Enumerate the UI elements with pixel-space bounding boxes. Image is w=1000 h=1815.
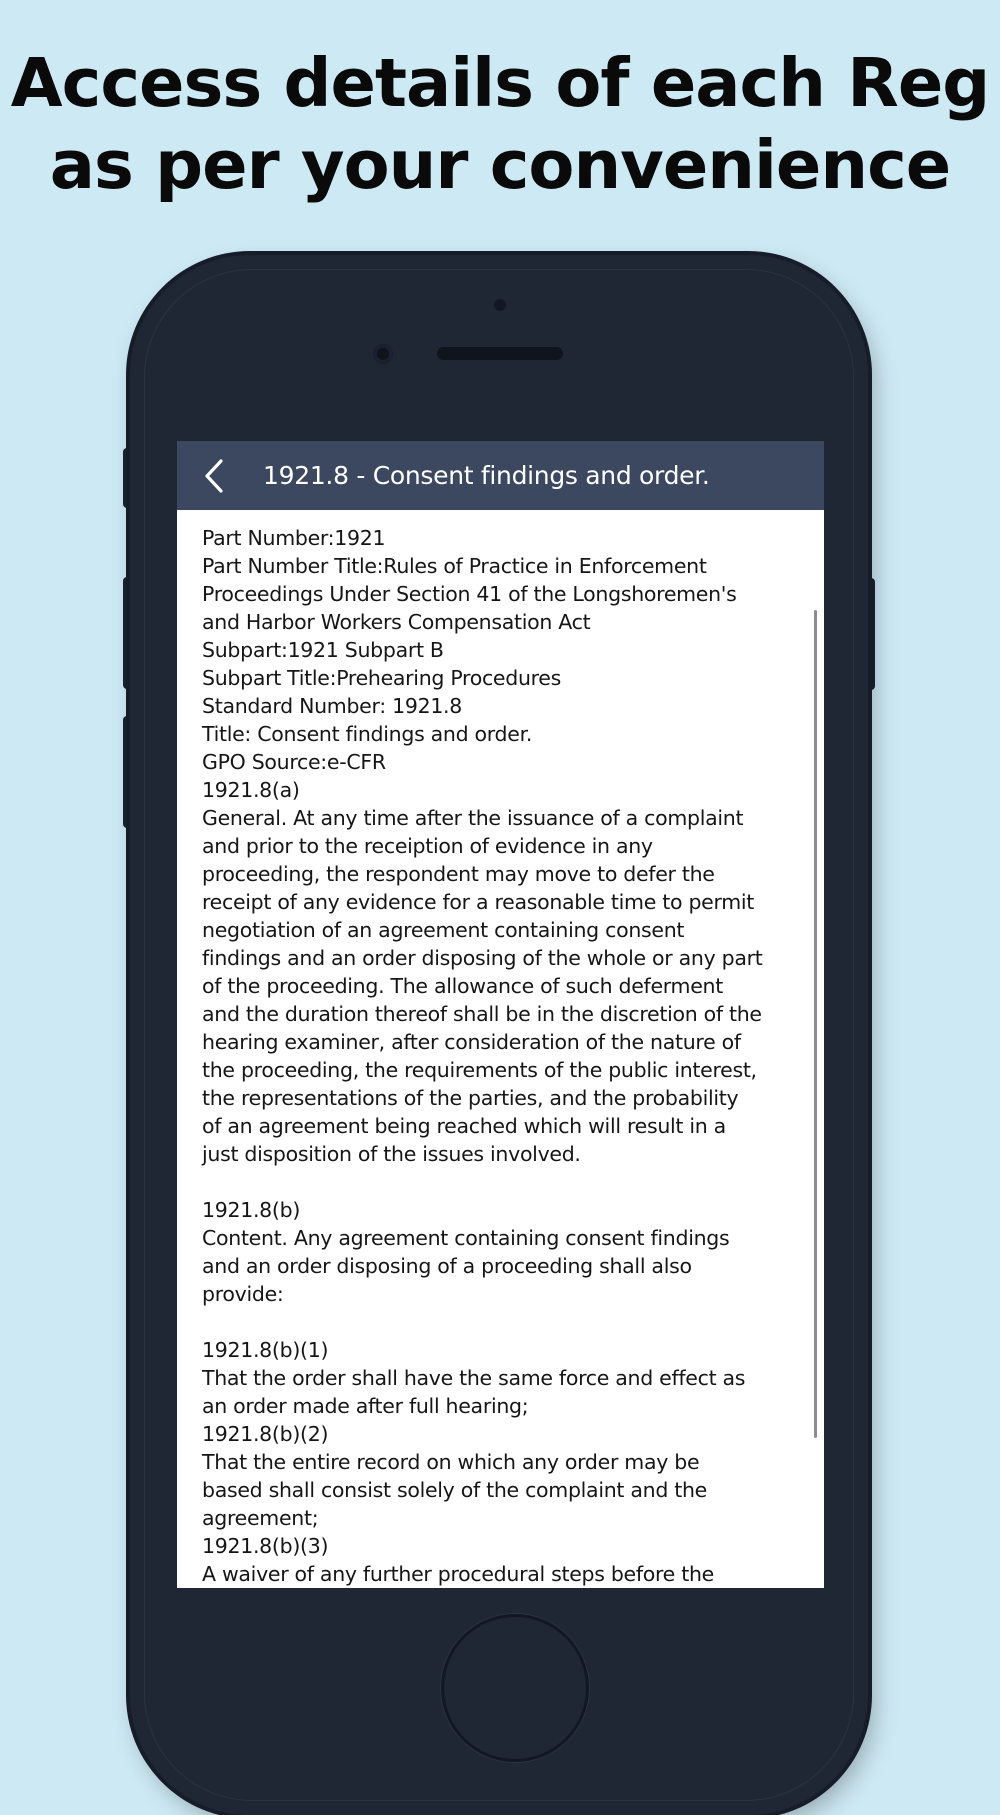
headline: [0, 42, 1000, 206]
content-line: negotiation of an agreement containing consent: [202, 918, 685, 942]
content-line: That the entire record on which any order may be: [202, 1450, 700, 1474]
content-line: of the proceeding. The allowance of such deferment: [202, 974, 723, 998]
paragraph-gap: [202, 1308, 802, 1336]
content-line: Subpart Title:Prehearing Procedures: [202, 666, 562, 690]
content-line: A waiver of any further procedural steps before the: [202, 1562, 714, 1586]
page-title: 1921.8 - Consent findings and order.: [263, 461, 710, 490]
content-line: and the duration thereof shall be in the discretion of the: [202, 1002, 762, 1026]
content-line: 1921.8(a): [202, 778, 300, 802]
proximity-sensor: [494, 299, 506, 311]
content-line: just disposition of the issues involved.: [202, 1142, 581, 1166]
scrollbar[interactable]: [814, 610, 817, 1438]
content-line: Part Number Title:Rules of Practice in Enforcement: [202, 554, 707, 578]
content-line: GPO Source:e-CFR: [202, 750, 386, 774]
chevron-left-icon[interactable]: [201, 457, 231, 495]
content-line: based shall consist solely of the complaint and the: [202, 1478, 707, 1502]
content-line: Proceedings Under Section 41 of the Longshoremen's: [202, 582, 737, 606]
headline-line-2: as per your convenience: [49, 126, 951, 204]
content-line: proceeding, the respondent may move to defer the: [202, 862, 715, 886]
content-line: provide:: [202, 1282, 284, 1306]
content-line: 1921.8(b)(3): [202, 1534, 329, 1558]
phone-screen: [177, 441, 824, 1588]
content-line: General. At any time after the issuance of a complaint: [202, 806, 744, 830]
earpiece-speaker: [437, 347, 563, 360]
front-camera: [373, 344, 393, 364]
content-line: of an agreement being reached which will result in a: [202, 1114, 726, 1138]
content-line: receipt of any evidence for a reasonable time to permit: [202, 890, 755, 914]
regulation-content[interactable]: [177, 510, 824, 1588]
content-line: Standard Number: 1921.8: [202, 694, 463, 718]
regulation-text: [202, 524, 802, 1588]
content-line: the proceeding, the requirements of the public interest,: [202, 1058, 757, 1082]
home-button: [441, 1614, 589, 1762]
navigation-bar: [177, 441, 824, 510]
content-line: and an order disposing of a proceeding shall also: [202, 1254, 692, 1278]
content-line: Subpart:1921 Subpart B: [202, 638, 444, 662]
content-line: Part Number:1921: [202, 526, 386, 550]
content-line: 1921.8(b)(1): [202, 1338, 329, 1362]
paragraph-gap: [202, 1168, 802, 1196]
content-line: Content. Any agreement containing consent findings: [202, 1226, 730, 1250]
content-line: 1921.8(b): [202, 1198, 301, 1222]
content-line: findings and an order disposing of the whole or any part: [202, 946, 763, 970]
headline-line-1: Access details of each Reg: [10, 44, 990, 122]
content-line: the representations of the parties, and the probability: [202, 1086, 739, 1110]
content-line: 1921.8(b)(2): [202, 1422, 329, 1446]
content-line: an order made after full hearing;: [202, 1394, 529, 1418]
content-line: agreement;: [202, 1506, 319, 1530]
content-line: and Harbor Workers Compensation Act: [202, 610, 591, 634]
content-line: hearing examiner, after consideration of the nature of: [202, 1030, 741, 1054]
content-line: That the order shall have the same force and effect as: [202, 1366, 746, 1390]
content-line: and prior to the receiption of evidence in any: [202, 834, 653, 858]
content-line: Title: Consent findings and order.: [202, 722, 533, 746]
